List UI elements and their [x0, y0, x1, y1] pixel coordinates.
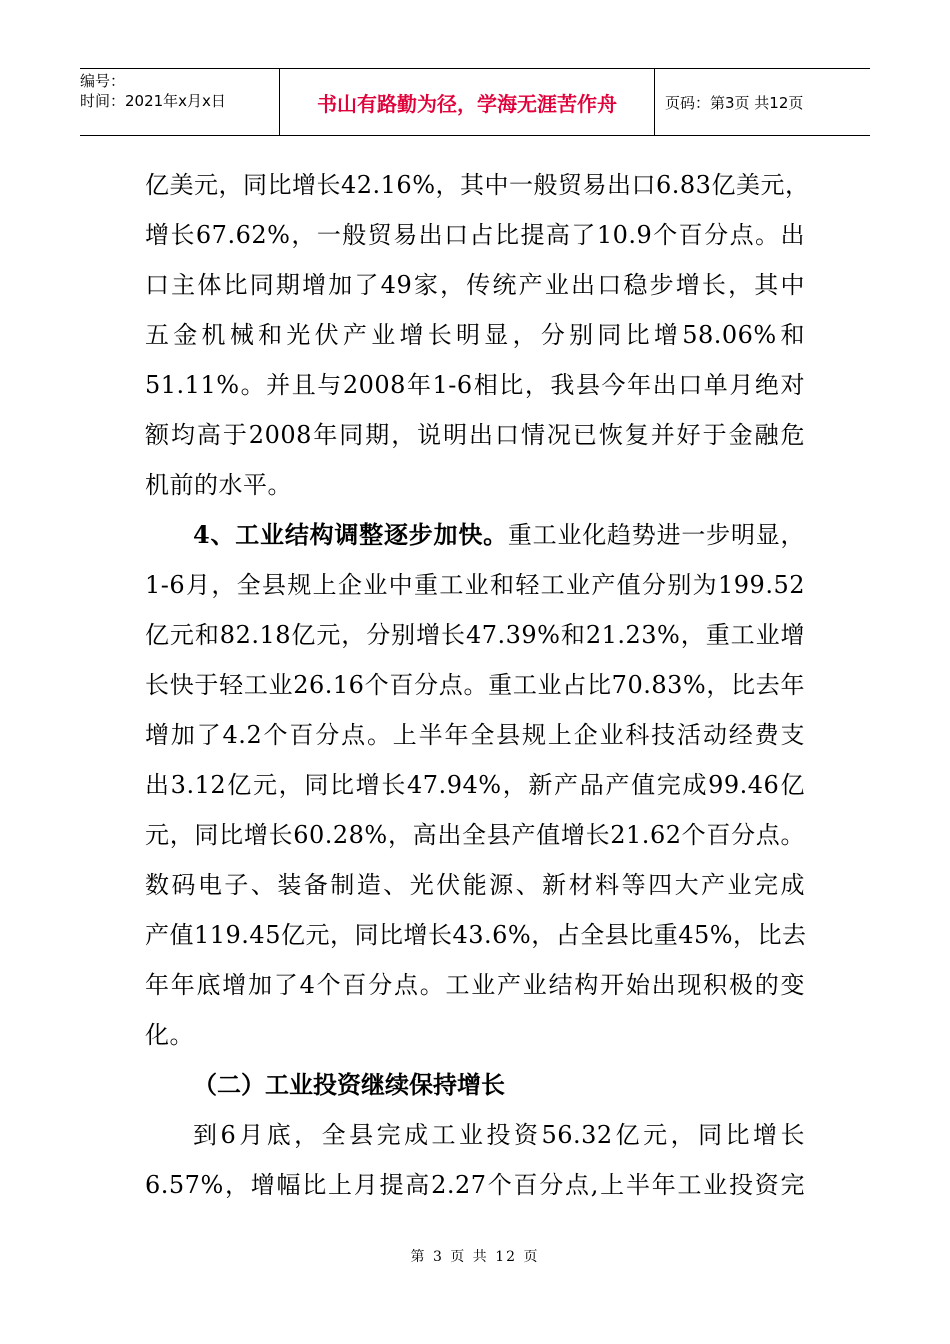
text-line-content: 增加了4.2个百分点。上半年全县规上企业科技活动经费支 — [145, 721, 805, 749]
text-line-content: 口主体比同期增加了49家，传统产业出口稳步增长，其中 — [145, 271, 805, 299]
text-line-content: 亿元和82.18亿元，分别增长47.39%和21.23%，重工业增 — [145, 621, 805, 649]
text-line-content: 6.57%，增幅比上月提高2.27个百分点,上半年工业投资完 — [145, 1171, 805, 1199]
header-meta-cell — [80, 69, 280, 135]
header-page-info: 页码：第3页 共12页 — [665, 93, 804, 112]
text-line — [145, 760, 805, 810]
text-line-content: 长快于轻工业26.16个百分点。重工业占比70.83%，比去年 — [145, 671, 805, 699]
text-line-content: 五金机械和光伏产业增长明显，分别同比增58.06%和 — [145, 321, 805, 349]
text-line — [145, 560, 805, 610]
text-line — [145, 860, 805, 910]
text-line — [145, 260, 805, 310]
paragraph-export — [145, 160, 810, 510]
text-line-content: 产值119.45亿元，同比增长43.6%，占全县比重45%，比去 — [145, 921, 807, 949]
text-line — [145, 660, 805, 710]
text-line-content: 化。 — [145, 1021, 194, 1049]
time-label: 时间：2021年x月x日 — [80, 92, 226, 110]
text-line — [145, 1160, 805, 1210]
text-line — [145, 310, 805, 360]
text-line-content: 机前的水平。 — [145, 471, 292, 499]
header-motto: 书山有路勤为径，学海无涯苦作舟 — [280, 69, 655, 135]
text-line-content: 增长67.62%，一般贸易出口占比提高了10.9个百分点。出 — [145, 221, 805, 249]
text-line-content: 额均高于2008年同期，说明出口情况已恢复并好于金融危 — [145, 421, 805, 449]
section-heading: （二）工业投资继续保持增长 — [193, 1070, 505, 1099]
text-line-content: 年年底增加了4个百分点。工业产业结构开始出现积极的变 — [145, 971, 805, 999]
paragraph-industry-first-rest: 重工业化趋势进一步明显， — [507, 521, 806, 549]
paragraph-investment-first-line — [145, 1110, 805, 1160]
code-label: 编号： — [80, 72, 126, 90]
page-footer: 第 3 页 共 12 页 — [410, 1249, 540, 1265]
paragraph-industry-lead: 4、工业结构调整逐步加快。 — [193, 520, 508, 549]
text-line — [145, 910, 805, 960]
text-line — [145, 1010, 805, 1060]
text-line-content: 数码电子、装备制造、光伏能源、新材料等四大产业完成 — [145, 871, 805, 899]
text-line — [145, 810, 805, 860]
text-line — [145, 460, 805, 510]
text-line-content: 51.11%。并且与2008年1-6相比，我县今年出口单月绝对 — [145, 371, 805, 399]
paragraph-industry-first-line — [145, 510, 805, 560]
text-line-content: 亿美元，同比增长42.16%，其中一般贸易出口6.83亿美元， — [145, 171, 810, 199]
text-line — [145, 210, 805, 260]
text-line-content: 元，同比增长60.28%，高出全县产值增长21.62个百分点。 — [145, 821, 805, 849]
paragraph-industry — [145, 560, 805, 1060]
text-line — [145, 160, 810, 210]
text-line — [145, 360, 805, 410]
text-line — [145, 410, 805, 460]
document-body — [145, 160, 810, 1210]
text-line — [145, 610, 805, 660]
text-line — [145, 710, 805, 760]
paragraph-investment-first: 到6月底，全县完成工业投资56.32亿元，同比增长 — [193, 1121, 805, 1149]
paragraph-investment — [145, 1160, 805, 1210]
header-table — [80, 68, 870, 136]
text-line — [145, 960, 805, 1010]
text-line-content: 1-6月，全县规上企业中重工业和轻工业产值分别为199.52 — [145, 571, 805, 599]
text-line-content: 出3.12亿元，同比增长47.94%，新产品产值完成99.46亿 — [145, 771, 805, 799]
